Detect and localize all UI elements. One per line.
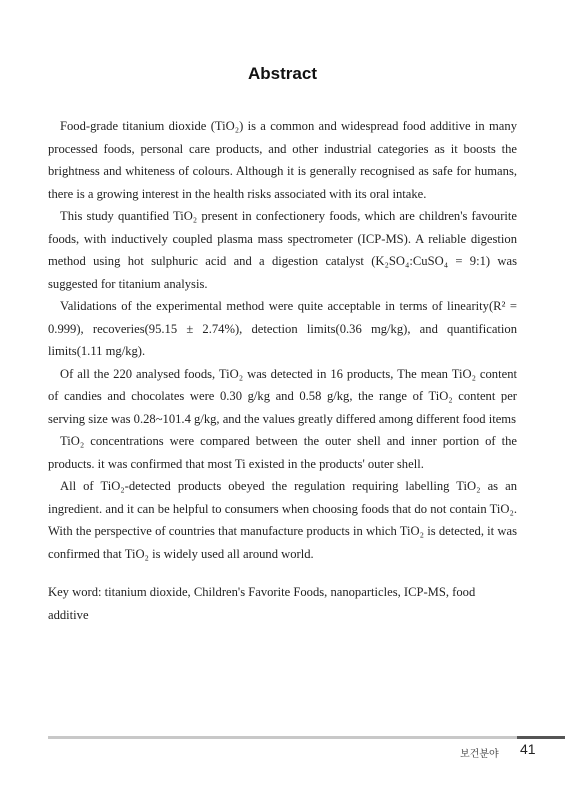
- footer-divider: [48, 736, 565, 739]
- abstract-paragraph-4: Of all the 220 analysed foods, TiO₂ was detected in 16 products, The mean TiO₂ content of candies and chocolates were 0.30 g/kg and 0.58 g/kg, the range of TiO₂ content per serving size was 0.28~101.4 g/kg, and the values greatly differed among different food items: [48, 366, 517, 426]
- keywords: Key word: titanium dioxide, Children's Favorite Foods, nanoparticles, ICP-MS, food additive: [48, 585, 476, 622]
- page-number: 41: [520, 741, 536, 757]
- abstract-body: [48, 115, 517, 626]
- footer-section-label: 보건분야: [460, 749, 499, 760]
- abstract-paragraph-5: TiO₂ concentrations were compared between the outer shell and inner portion of the products. it was confirmed that most Ti existed in the products' outer shell.: [48, 434, 517, 471]
- abstract-paragraph-6: All of TiO₂-detected products obeyed the regulation requiring labelling TiO₂ as an ingredient. and it can be helpful to consumers when choosing foods that do not contain TiO₂. With the perspective of countries that manufacture products in which TiO₂ is detected, it was confirmed that TiO₂ is widely used all around world.: [48, 479, 517, 561]
- abstract-title: Abstract: [248, 64, 317, 83]
- abstract-paragraph-3: Validations of the experimental method were quite acceptable in terms of linearity(R² = 0.999), recoveries(95.15 ± 2.74%), detection limits(0.36 mg/kg), and quantification limits(1.11 mg/kg).: [48, 299, 517, 358]
- abstract-paragraph-2: This study quantified TiO₂ present in confectionery foods, which are children's favourite foods, with inductively coupled plasma mass spectrometer (ICP-MS). A reliable digestion method using hot sulphuric acid and a digestion catalyst (K₂SO₄:CuSO₄ = 9:1) was suggested for titanium analysis.: [48, 209, 517, 291]
- footer-divider-accent: [517, 736, 565, 739]
- abstract-paragraph-1: Food-grade titanium dioxide (TiO₂) is a common and widespread food additive in many processed foods, personal care products, and other industrial categories as it boosts the brightness and whiteness of colours. Although it is generally recognised as safe for humans, there is a growing interest in the health risks associated with its oral intake.: [48, 119, 517, 201]
